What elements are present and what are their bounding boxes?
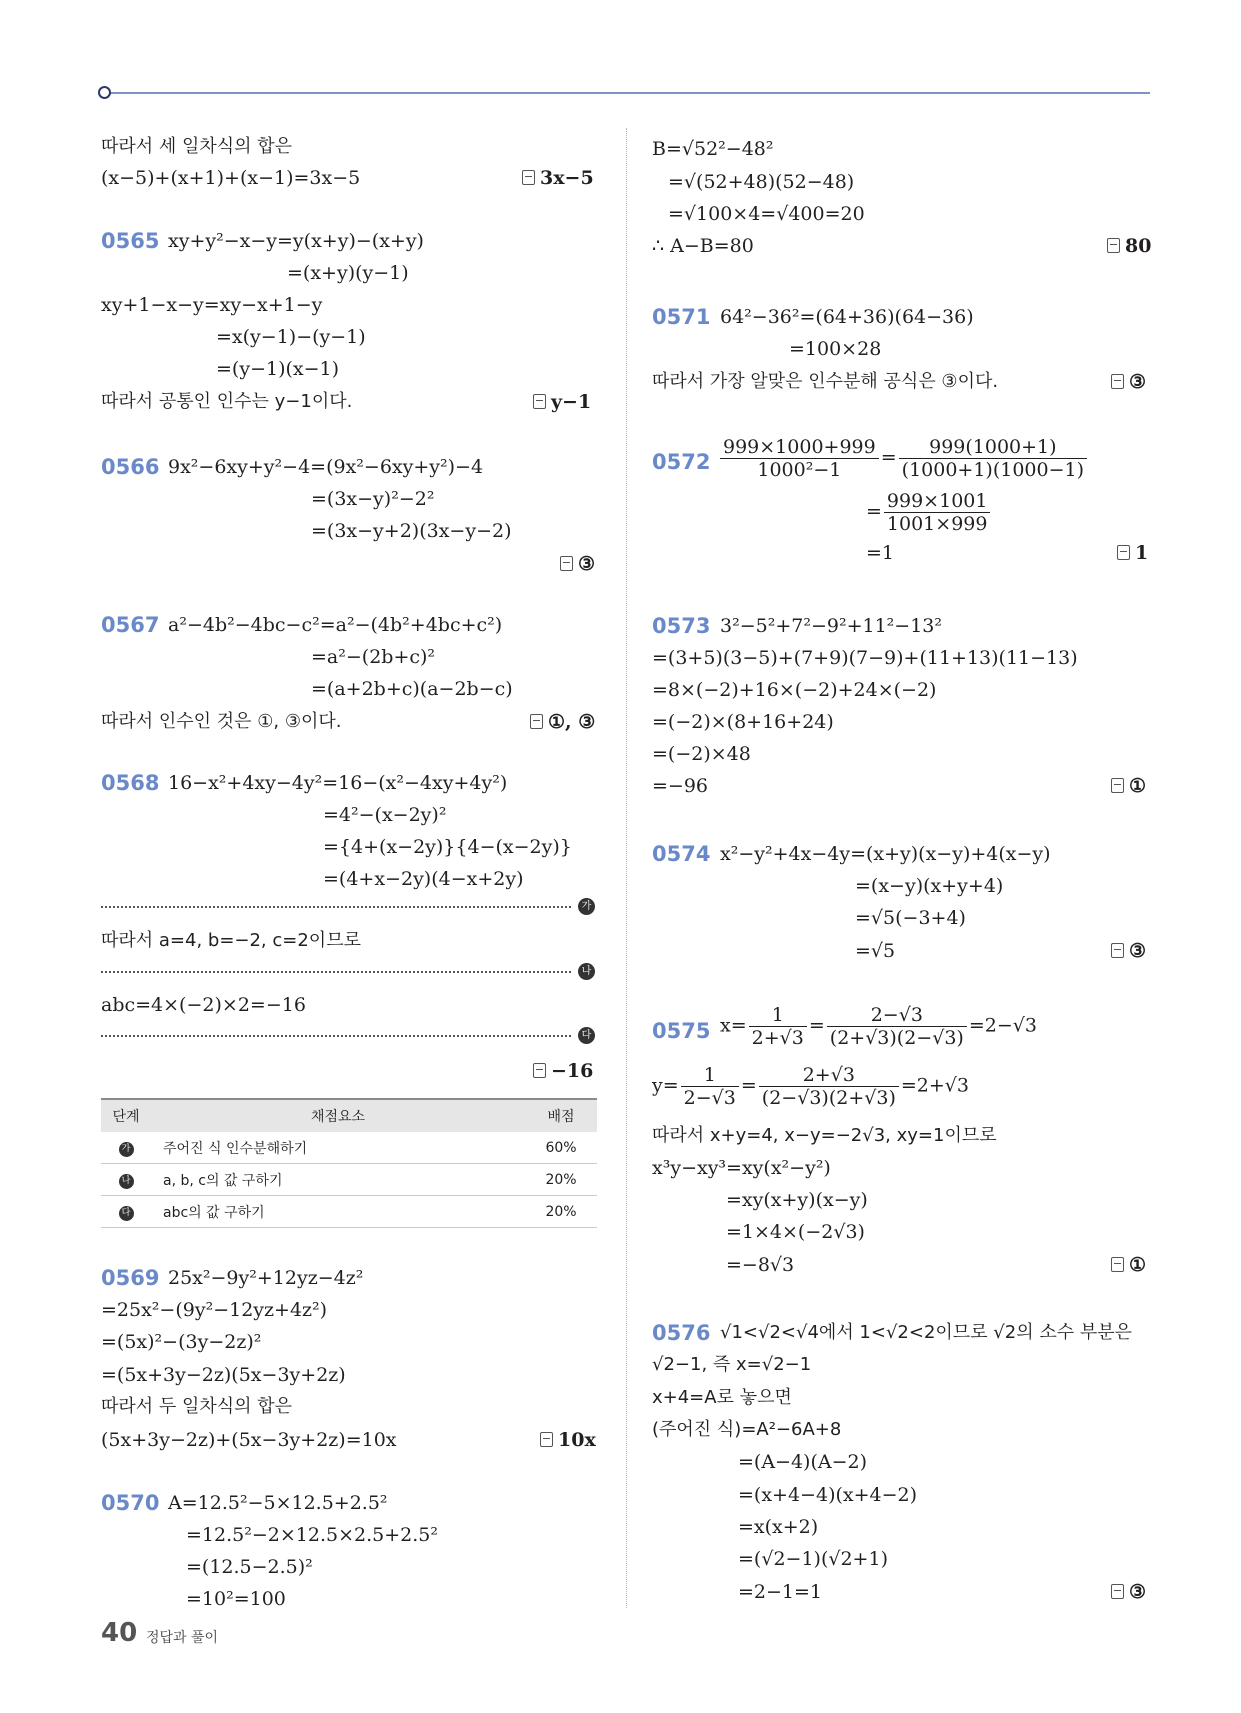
0569-line-2: =25x²−(9y²−12yz+4z²)	[101, 1299, 328, 1321]
fraction	[759, 1064, 899, 1109]
fraction-numerator: 2+√3	[802, 1064, 855, 1086]
0571-line-3: 따라서 가장 알맞은 인수분해 공식은 ③이다.	[652, 371, 999, 392]
fraction-denominator: (2−√3)(2+√3)	[759, 1086, 899, 1109]
0565-line-3: xy+1−x−y=xy−x+1−y	[101, 294, 323, 316]
0576-line-4: (주어진 식)=A²−6A+8	[652, 1419, 842, 1440]
problem-number-0571: 0571	[652, 305, 711, 329]
table-row	[101, 1132, 597, 1164]
0570-line-3: =(12.5−2.5)²	[186, 1556, 313, 1578]
answer-intro: 3x−5	[522, 166, 594, 190]
fraction-denominator: (2+√3)(2−√3)	[827, 1026, 967, 1049]
0565-line-5: =(y−1)(x−1)	[216, 358, 340, 380]
fraction	[749, 1004, 807, 1049]
0567-line-4: 따라서 인수인 것은 ①, ③이다.	[101, 711, 342, 732]
0573-line-5: =(−2)×48	[652, 743, 751, 765]
fraction-denominator: 2+√3	[749, 1026, 807, 1049]
problem-number-0569: 0569	[101, 1266, 160, 1290]
0573-line-3: =8×(−2)+16×(−2)+24×(−2)	[652, 679, 937, 701]
problem-number-0565: 0565	[101, 229, 160, 253]
fraction	[827, 1004, 967, 1049]
0573-line-6: =−96	[652, 775, 709, 797]
problem-number-0574: 0574	[652, 842, 711, 866]
0573-line-2: =(3+5)(3−5)+(7+9)(7−9)+(11+13)(11−13)	[652, 647, 1078, 669]
page-number: 40	[101, 1618, 138, 1648]
problem-number-0572: 0572	[652, 450, 711, 474]
answer-0568: −16	[533, 1059, 593, 1083]
x-result: =2−√3	[968, 1014, 1037, 1037]
0565-line-4: =x(y−1)−(y−1)	[216, 326, 366, 348]
0574-line-1: x²−y²+4x−4y=(x+y)(x−y)+4(x−y)	[720, 843, 1051, 865]
answer-icon	[530, 714, 543, 729]
b-calc-line-4: ∴ A−B=80	[652, 235, 754, 257]
intro-sum: (x−5)+(x+1)+(x−1)=3x−5	[101, 167, 361, 189]
answer-0572: 1	[1117, 541, 1148, 565]
grading-header	[101, 1099, 597, 1132]
table-row	[101, 1164, 597, 1196]
0576-line-5: =(A−4)(A−2)	[738, 1451, 868, 1473]
grading-item: a, b, c의 값 구하기	[151, 1164, 525, 1196]
step-divider	[101, 1035, 571, 1037]
answer-icon	[1111, 1257, 1124, 1272]
problem-number-0570: 0570	[101, 1491, 160, 1515]
grading-score: 20%	[525, 1164, 597, 1196]
0573-line-1: 3²−5²+7²−9²+11²−13²	[720, 615, 943, 637]
answer-0571: ③	[1111, 370, 1146, 394]
answer-icon	[1111, 778, 1124, 793]
fraction-numerator: 2−√3	[870, 1004, 923, 1026]
0566-line-1: 9x²−6xy+y²−4=(9x²−6xy+y²)−4	[168, 456, 484, 478]
problem-number-0566: 0566	[101, 455, 160, 479]
answer-icon	[1111, 374, 1124, 389]
0573-line-4: =(−2)×(8+16+24)	[652, 711, 834, 733]
answer-0569: 10x	[540, 1428, 596, 1452]
column-divider	[626, 128, 627, 1608]
fraction-numerator: 1	[771, 1004, 784, 1026]
0575-line-6: =1×4×(−2√3)	[726, 1221, 865, 1243]
0575-line-3: 따라서 x+y=4, x−y=−2√3, xy=1이므로	[652, 1125, 997, 1146]
fraction-numerator: 1	[703, 1064, 716, 1086]
0568-line-5: 따라서 a=4, b=−2, c=2이므로	[101, 930, 361, 951]
0570-line-2: =12.5²−2×12.5×2.5+2.5²	[186, 1524, 438, 1546]
b-calc-line-1: B=√52²−48²	[652, 138, 774, 160]
step-divider	[101, 906, 571, 908]
0565-line-1: xy+y²−x−y=y(x+y)−(x+y)	[168, 230, 424, 252]
answer-0575: ①	[1111, 1253, 1146, 1277]
0566-line-3: =(3x−y+2)(3x−y−2)	[311, 520, 512, 542]
equals-sign: =	[880, 446, 897, 469]
0567-line-2: =a²−(2b+c)²	[311, 646, 436, 668]
b-calc-line-3: =√100×4=√400=20	[668, 203, 865, 225]
answer-0573: ①	[1111, 774, 1146, 798]
0574-line-2: =(x−y)(x+y+4)	[855, 875, 1004, 897]
0569-line-5: 따라서 두 일차식의 합은	[101, 1396, 293, 1417]
0575-x-line	[720, 1004, 1037, 1049]
0566-line-2: =(3x−y)²−2²	[311, 488, 435, 510]
grading-step-mark: 가	[119, 1142, 134, 1157]
answer-0566: ③	[560, 552, 595, 576]
0568-line-3: ={4+(x−2y)}{4−(x−2y)}	[323, 836, 572, 858]
x-label: x=	[720, 1014, 747, 1037]
answer-icon	[540, 1432, 553, 1447]
answer-icon	[1111, 943, 1124, 958]
0568-line-4: =(4+x−2y)(4−x+2y)	[323, 868, 524, 890]
fraction	[720, 436, 879, 481]
problem-number-0575: 0575	[652, 1019, 711, 1043]
0574-line-4: =√5	[855, 940, 896, 962]
0576-line-8: =(√2−1)(√2+1)	[738, 1548, 888, 1570]
0569-line-1: 25x²−9y²+12yz−4z²	[168, 1267, 364, 1289]
0571-line-1: 64²−36²=(64+36)(64−36)	[720, 306, 974, 328]
0568-line-6: abc=4×(−2)×2=−16	[101, 994, 306, 1016]
equals-sign: =	[808, 1014, 825, 1037]
fraction-numerator: 999×1000+999	[723, 436, 876, 458]
problem-number-0567: 0567	[101, 613, 160, 637]
intro-text: 따라서 세 일차식의 합은	[101, 136, 293, 157]
footer-label: 정답과 풀이	[146, 1630, 219, 1646]
0575-line-4: x³y−xy³=xy(x²−y²)	[652, 1157, 831, 1179]
0565-line-2: =(x+y)(y−1)	[287, 262, 409, 284]
grading-step-mark: 다	[119, 1206, 134, 1221]
fraction-denominator: (1000+1)(1000−1)	[899, 458, 1087, 481]
fraction-denominator: 2−√3	[681, 1086, 739, 1109]
answer-b-calc: 80	[1107, 234, 1151, 258]
0569-line-4: =(5x+3y−2z)(5x−3y+2z)	[101, 1364, 346, 1386]
0568-line-2: =4²−(x−2y)²	[323, 804, 447, 826]
fraction-numerator: 999(1000+1)	[929, 436, 1057, 458]
equals-sign: =	[866, 500, 882, 523]
equals-sign: =	[740, 1074, 757, 1097]
grading-item: 주어진 식 인수분해하기	[151, 1132, 525, 1164]
answer-icon	[560, 556, 573, 571]
problem-number-0573: 0573	[652, 614, 711, 638]
grading-item: abc의 값 구하기	[151, 1196, 525, 1228]
step-mark-1: 가	[578, 898, 595, 915]
answer-icon	[1117, 545, 1130, 560]
fraction-denominator: 1000²−1	[720, 458, 879, 481]
answer-0574: ③	[1111, 939, 1146, 963]
0571-line-2: =100×28	[789, 338, 882, 360]
y-result: =2+√3	[900, 1074, 969, 1097]
0567-line-3: =(a+2b+c)(a−2b−c)	[311, 678, 513, 700]
y-label: y=	[652, 1074, 679, 1097]
0574-line-3: =√5(−3+4)	[855, 907, 966, 929]
0569-line-6: (5x+3y−2z)+(5x−3y+2z)=10x	[101, 1429, 397, 1451]
b-calc-line-2: =√(52+48)(52−48)	[668, 171, 855, 193]
problem-number-0576: 0576	[652, 1321, 711, 1345]
grading-header-score: 배점	[525, 1099, 597, 1132]
0576-line-7: =x(x+2)	[738, 1516, 819, 1538]
0565-line-6: 따라서 공통인 인수는 y−1이다.	[101, 391, 353, 412]
0570-line-4: =10²=100	[186, 1588, 286, 1610]
0576-line-9: =2−1=1	[738, 1581, 823, 1603]
grading-header-step: 단계	[101, 1099, 151, 1132]
0569-line-3: =(5x)²−(3y−2z)²	[101, 1331, 262, 1353]
0572-line-2	[866, 490, 992, 535]
0576-line-1: √1<√2<√4에서 1<√2<2이므로 √2의 소수 부분은	[720, 1322, 1132, 1343]
answer-icon	[533, 1063, 546, 1078]
grading-score: 20%	[525, 1196, 597, 1228]
0575-line-7: =−8√3	[726, 1254, 795, 1276]
0576-line-6: =(x+4−4)(x+4−2)	[738, 1484, 918, 1506]
answer-icon	[533, 394, 546, 409]
0575-y-line	[652, 1064, 969, 1109]
0570-line-1: A=12.5²−5×12.5+2.5²	[168, 1492, 388, 1514]
grading-step-mark: 나	[119, 1174, 134, 1189]
header-bullet-icon	[98, 86, 111, 99]
answer-icon	[1111, 1584, 1124, 1599]
answer-0567: ①, ③	[530, 710, 595, 734]
answer-0576: ③	[1111, 1580, 1146, 1604]
grading-score: 60%	[525, 1132, 597, 1164]
fraction	[899, 436, 1087, 481]
step-mark-2: 나	[578, 963, 595, 980]
0568-line-1: 16−x²+4xy−4y²=16−(x²−4xy+4y²)	[168, 772, 508, 794]
header-rule	[104, 92, 1150, 94]
0572-line-1	[718, 436, 1089, 481]
answer-icon	[1107, 238, 1120, 253]
answer-0565: y−1	[533, 390, 591, 414]
fraction-denominator: 1001×999	[884, 512, 991, 535]
step-mark-3: 다	[578, 1027, 595, 1044]
0576-line-3: x+4=A로 놓으면	[652, 1387, 792, 1408]
fraction	[681, 1064, 739, 1109]
step-divider	[101, 971, 571, 973]
0572-line-3: =1	[866, 542, 895, 564]
table-row	[101, 1196, 597, 1228]
0575-line-5: =xy(x+y)(x−y)	[726, 1189, 868, 1211]
fraction	[884, 490, 991, 535]
0567-line-1: a²−4b²−4bc−c²=a²−(4b²+4bc+c²)	[168, 614, 503, 636]
grading-header-item: 채점요소	[151, 1099, 525, 1132]
0576-line-2: √2−1, 즉 x=√2−1	[652, 1354, 812, 1375]
problem-number-0568: 0568	[101, 771, 160, 795]
fraction-numerator: 999×1001	[886, 490, 988, 512]
grading-table	[101, 1098, 597, 1228]
answer-icon	[522, 170, 535, 185]
